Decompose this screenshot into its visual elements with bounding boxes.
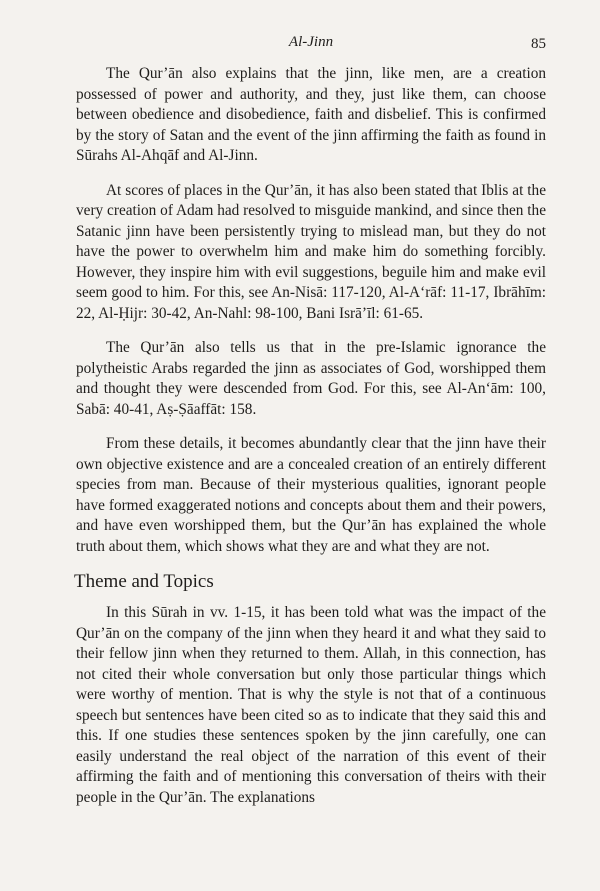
page-number: 85 <box>531 36 546 52</box>
running-title: Al-Jinn <box>288 34 334 50</box>
section-heading: Theme and Topics <box>74 571 214 592</box>
running-head <box>76 30 546 56</box>
paragraph-2: At scores of places in the Qur’ān, it has also been stated that Iblis at the very creation of Adam had resolved to misguide mankind, and since then the Satanic jinn have been persistently trying to mislead man, but they do not have the power to overwhelm him and make him do something forcibly. However, they inspire him with evil suggestions, beguile him and make evil seem good to him. For this, see An-Nisā: 117-120, Al-A‘rāf: 11-17, Ibrāhīm: 22, Al-Ḥijr: 30-42, An-Nahl: 98-100, Bani Isrā’īl: 61-65. <box>76 181 546 322</box>
section-paragraph: In this Sūrah in vv. 1-15, it has been told what was the impact of the Qur’ān on the company of the jinn when they heard it and what they said to their fellow jinn when they returned to them. Allah, in this connection, has not cited their whole conversation but only those particular things which were worthy of mention. That is why the style is not that of a continuous speech but sentences have been cited so as to indicate that they said this and this. If one studies these sentences spoken by the jinn carefully, one can easily understand the real object of the narration of this event of their affirming the faith and of mentioning this conversation of theirs with their people in the Qur’ān. The explanations <box>76 604 546 806</box>
paragraph-1: The Qur’ān also explains that the jinn, like men, are a creation possessed of power and authority, and they, just like them, can choose between obedience and disobedience, faith and disbelief. This is confirmed by the story of Satan and the event of the jinn affirming the faith as found in Sūrahs Al-Ahqāf and Al-Jinn. <box>76 65 546 164</box>
paragraph-4: From these details, it becomes abundantly clear that the jinn have their own objective existence and are a concealed creation of an entirely different species from man. Because of their mysterious qualities, ignorant people have formed exaggerated notions and concepts about them and their powers, and have even worshipped them, but the Qur’ān has explained the whole truth about them, which shows what they are and what they are not. <box>76 435 546 555</box>
paragraph-3: The Qur’ān also tells us that in the pre-Islamic ignorance the polytheistic Arabs regarded the jinn as associates of God, worshipped them and thought they were descended from God. For this, see Al-An‘ām: 100, Sabā: 40-41, Aṣ-Ṣāaffāt: 158. <box>76 339 546 418</box>
